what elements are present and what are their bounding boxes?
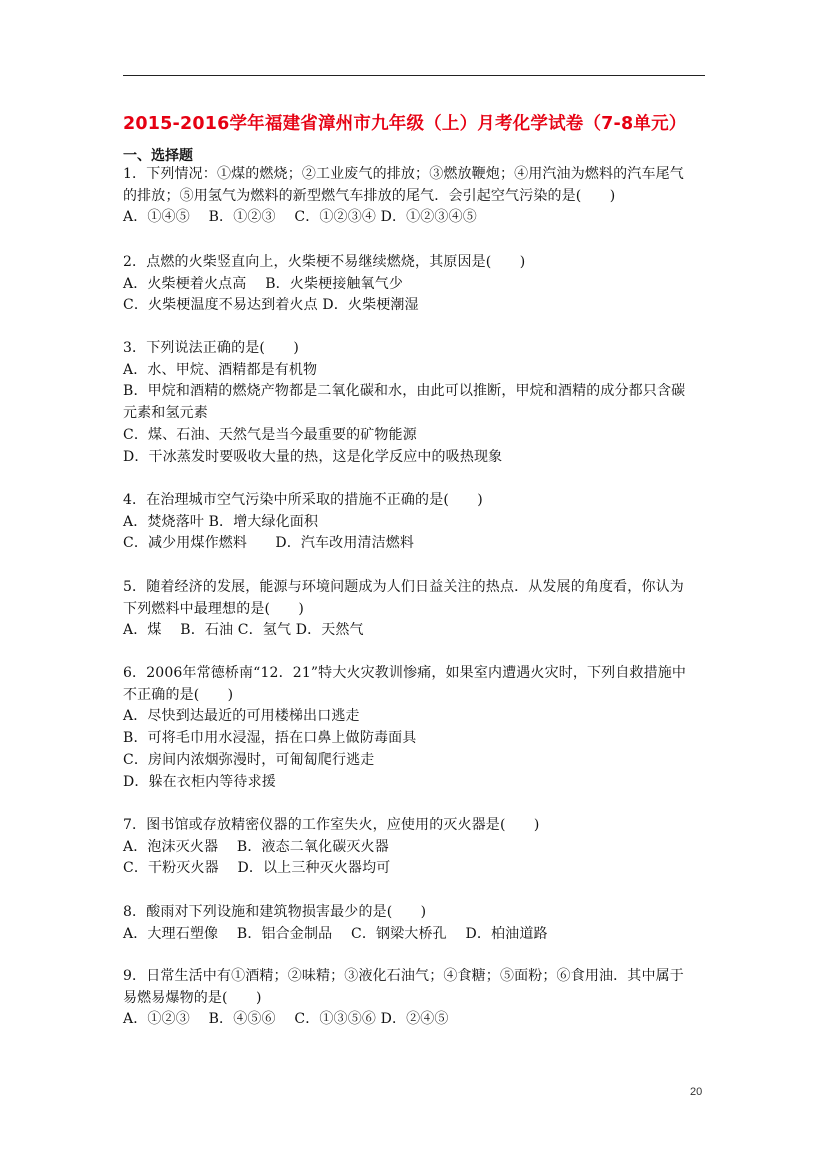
question-stem: 9．日常生活中有①酒精；②味精；③液化石油气；④食糖；⑤面粉；⑥食用油．其中属于 [123,968,684,984]
question-stem: 4．在治理城市空气污染中所采取的措施不正确的是( ) [123,492,483,508]
question-line: A．煤 B．石油 C．氢气 D．天然气 [123,622,364,639]
question-line: B．甲烷和酒精的燃烧产物都是二氧化碳和水，由此可以推断，甲烷和酒精的成分都只含碳 [123,383,686,400]
question-stem: 6．2006年常德桥南“12．21”特大火灾教训惨痛，如果室内遭遇火灾时，下列自救措施中 [123,665,687,681]
question-stem: 5．随着经济的发展，能源与环境问题成为人们日益关注的热点．从发展的角度看，你认为 [123,579,684,595]
question-line: C．房间内浓烟弥漫时，可匍匐爬行逃走 [123,751,375,768]
question-line: A．泡沫灭火器 B．液态二氧化碳灭火器 [123,838,389,855]
question-line: C．火柴梗温度不易达到着火点 D．火柴梗潮湿 [123,297,419,314]
question-line: C．减少用煤作燃料 D．汽车改用清洁燃料 [123,535,415,552]
question-line: C．煤、石油、天然气是当今最重要的矿物能源 [123,426,417,443]
question-line: 不正确的是( ) [123,686,234,703]
question-line: A．火柴梗着火点高 B．火柴梗接触氧气少 [123,275,403,292]
question-line: 的排放；⑤用氢气为燃料的新型燃气车排放的尾气．会引起空气污染的是( ) [123,187,616,204]
section-heading: 一、选择题 [123,148,193,164]
question-line: 元素和氢元素 [123,405,208,422]
page-number: 20 [690,1086,703,1098]
header-rule [123,75,705,76]
question-line: A．①②③ B．④⑤⑥ C．①③⑤⑥ D．②④⑤ [123,1011,449,1028]
question-stem: 2．点燃的火柴竖直向上，火柴梗不易继续燃烧，其原因是( ) [123,254,526,270]
question-stem: 7．图书馆或存放精密仪器的工作室失火，应使用的灭火器是( ) [123,817,540,833]
question-line: A．焚烧落叶 B．增大绿化面积 [123,513,319,530]
question-line: D．干冰蒸发时要吸收大量的热，这是化学反应中的吸热现象 [123,448,503,465]
question-line: A．大理石塑像 B．铝合金制品 C．钢梁大桥孔 D．柏油道路 [123,925,548,942]
question-line: D．躲在衣柜内等待求援 [123,773,276,790]
question-line: A．水、甲烷、酒精都是有机物 [123,361,318,378]
question-line: A．尽快到达最近的可用楼梯出口逃走 [123,708,360,725]
question-line: B．可将毛巾用水浸湿，捂在口鼻上做防毒面具 [123,730,417,747]
question-stem: 3．下列说法正确的是( ) [123,340,299,356]
question-stem: 1．下列情况：①煤的燃烧；②工业废气的排放；③燃放鞭炮；④用汽油为燃料的汽车尾气 [123,166,684,182]
question-stem: 8．酸雨对下列设施和建筑物损害最少的是( ) [123,904,427,920]
page-title: 2015-2016学年福建省漳州市九年级（上）月考化学试卷（7-8单元） [123,114,687,134]
question-line: 下列燃料中最理想的是( ) [123,600,305,617]
question-line: C．干粉灭火器 D．以上三种灭火器均可 [123,860,391,877]
question-line: A．①④⑤ B．①②③ C．①②③④ D．①②③④⑤ [123,209,477,226]
question-line: 易燃易爆物的是( ) [123,989,262,1006]
